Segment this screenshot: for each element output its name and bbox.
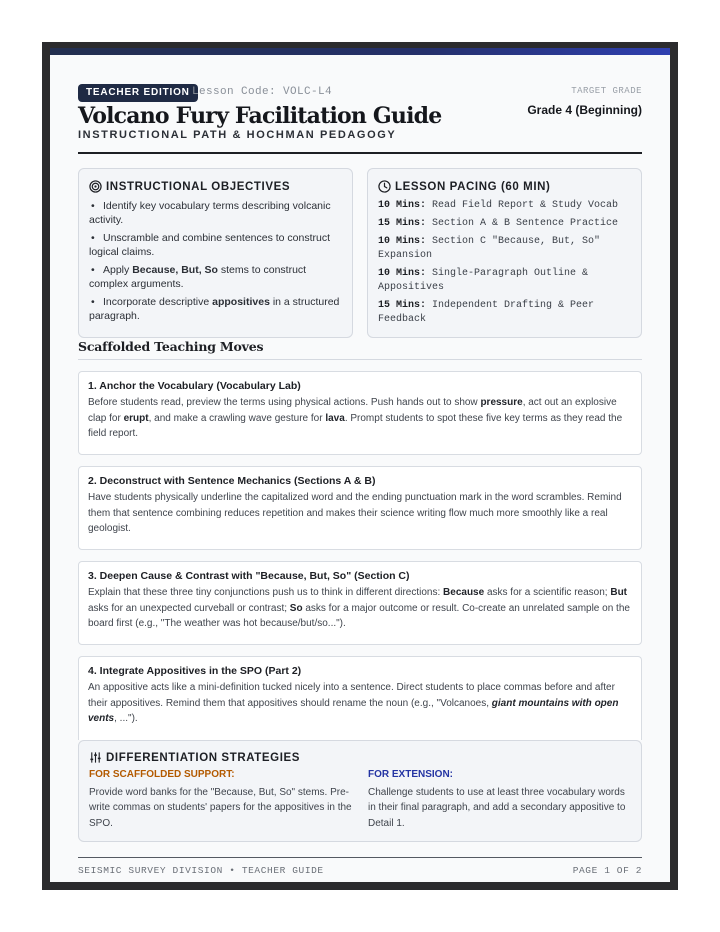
page-title: Volcano Fury Facilitation Guide (78, 103, 442, 129)
pacing-activity: Single-Paragraph Outline & Appositives (378, 268, 589, 293)
teaching-move-title: 3. Deepen Cause & Contrast with "Because, But, So" (Section C) (88, 570, 410, 582)
teaching-move-card (78, 371, 642, 455)
support-column (89, 769, 352, 831)
header-accent-bar (50, 48, 670, 55)
pacing-row (378, 299, 631, 327)
pacing-row (378, 235, 631, 263)
teaching-move-text: Before students read, preview the terms using physical actions. Push hands out to show pressure, act out an explosive clap for erupt, and make a crawling wave gesture for lava. Prompt students to spot these five key terms as they read the field report. (88, 397, 623, 440)
pacing-time: 10 Mins: (378, 268, 427, 279)
objective-bold: appositives (212, 296, 270, 308)
support-label: FOR SCAFFOLDED SUPPORT: (89, 769, 235, 780)
pacing-time: 15 Mins: (378, 300, 427, 311)
pacing-title (378, 180, 631, 193)
extension-text: Challenge students to use at least three vocabulary words in their final paragraph, and add a secondary appositive to Detail 1. (368, 787, 626, 829)
objectives-title (89, 180, 342, 193)
target-icon (89, 180, 102, 193)
teaching-move-card (78, 561, 642, 645)
sliders-icon (89, 751, 102, 764)
support-text: Provide word banks for the "Because, But, So" stems. Pre-write commas on students' papers for the appositives in the SPO. (89, 787, 352, 829)
differentiation-columns (89, 769, 631, 831)
pacing-activity: Read Field Report & Study Vocab (426, 200, 619, 211)
teaching-move-text: Explain that these three tiny conjunctions push us to think in different directions: Because asks for a scientific reason; But asks for an unexpected curveball or contrast; So asks for a major outcome or result. Co-create an unrelated sample on the board first (e.g., "The weather was hot because/but/so..."). (88, 587, 630, 630)
differentiation-title (89, 751, 631, 764)
list-item: • Unscramble and combine sentences to construct logical claims. (89, 232, 331, 258)
pacing-title-text: LESSON PACING (60 MIN) (395, 180, 551, 193)
section-heading: Scaffolded Teaching Moves (78, 339, 264, 354)
pacing-row (378, 267, 631, 295)
pacing-activity: Section A & B Sentence Practice (426, 218, 619, 229)
list-item: • Apply Because, But, So stems to construct complex arguments. (89, 264, 307, 290)
objective-bold: Because, But, So (132, 264, 218, 276)
objectives-card (78, 168, 353, 338)
objective-text: Identify key vocabulary terms describing volcanic activity. (89, 200, 331, 226)
clock-icon (378, 180, 391, 193)
objective-text: in a structured paragraph. (89, 296, 340, 322)
target-grade-label: TARGET GRADE (571, 86, 642, 96)
lesson-code: Lesson Code: VOLC-L4 (192, 86, 333, 98)
objectives-list (89, 199, 342, 323)
footer-left-text: SEISMIC SURVEY DIVISION • TEACHER GUIDE (78, 865, 324, 876)
extension-column (368, 769, 631, 831)
pacing-list (378, 199, 631, 327)
teaching-move-text: An appositive acts like a mini-definition tucked nicely into a sentence. Direct students to place commas before and after their appositives. Remind them that appositives should rename the noun (e.g., "Volcanoes, giant mountains with open vents, ..."). (88, 682, 619, 725)
footer-divider (78, 857, 642, 858)
differentiation-card (78, 740, 642, 842)
pacing-activity: Independent Drafting & Peer Feedback (378, 300, 595, 325)
teaching-move-title: 4. Integrate Appositives in the SPO (Part 2) (88, 665, 302, 677)
list-item: • Incorporate descriptive appositives in a structured paragraph. (89, 296, 340, 322)
teaching-move-text: Have students physically underline the capitalized word and the ending punctuation mark in the word scrambles. Remind them that sentence combining reduces repetition and makes their science writing flow much more smoothly like a real geologist. (88, 492, 622, 535)
differentiation-title-text: DIFFERENTIATION STRATEGIES (106, 751, 301, 764)
teaching-move-title: 1. Anchor the Vocabulary (Vocabulary Lab) (88, 380, 301, 392)
pacing-row (378, 217, 631, 231)
objective-text: stems to construct complex arguments. (89, 264, 307, 290)
teaching-move-card (78, 656, 642, 740)
teaching-move-card (78, 466, 642, 550)
pacing-card (367, 168, 642, 338)
objective-text: Incorporate descriptive (103, 296, 213, 308)
pacing-activity: Section C "Because, But, So" Expansion (378, 236, 601, 261)
objectives-title-text: INSTRUCTIONAL OBJECTIVES (106, 180, 291, 193)
pacing-row (378, 199, 631, 213)
pacing-time: 10 Mins: (378, 200, 427, 211)
extension-label: FOR EXTENSION: (368, 769, 454, 780)
list-item: • Identify key vocabulary terms describing volcanic activity. (89, 200, 331, 226)
page-subtitle: INSTRUCTIONAL PATH & HOCHMAN PEDAGOGY (78, 129, 397, 141)
teacher-edition-badge: TEACHER EDITION (78, 84, 198, 102)
objective-text: Apply (103, 264, 133, 276)
section-divider (78, 359, 642, 360)
header-divider (78, 152, 642, 154)
pacing-time: 15 Mins: (378, 218, 427, 229)
teaching-move-title: 2. Deconstruct with Sentence Mechanics (Sections A & B) (88, 475, 376, 487)
pacing-time: 10 Mins: (378, 236, 427, 247)
target-grade-value: Grade 4 (Beginning) (527, 103, 642, 117)
page-number: PAGE 1 OF 2 (572, 865, 642, 876)
objective-text: Unscramble and combine sentences to construct logical claims. (89, 232, 331, 258)
